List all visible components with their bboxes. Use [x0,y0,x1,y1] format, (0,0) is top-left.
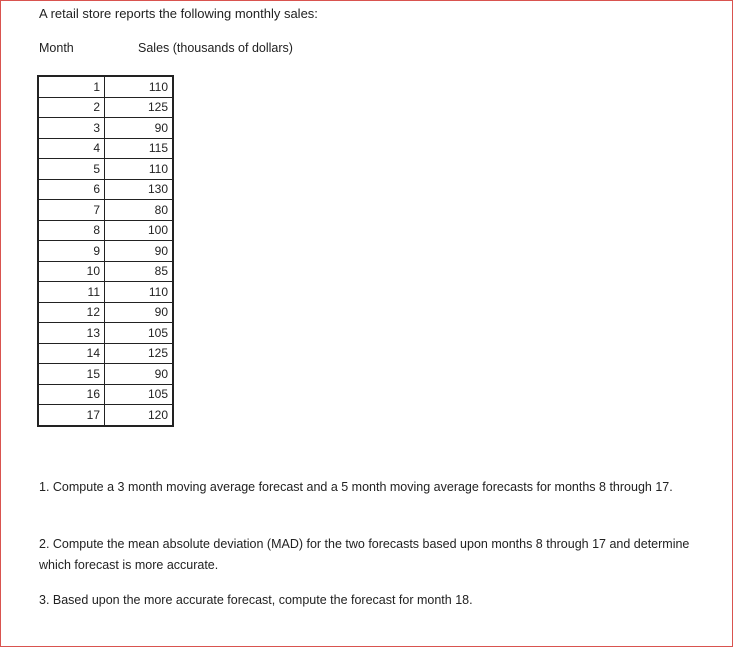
question-3: 3. Based upon the more accurate forecast, compute the forecast for month 18. [39,593,473,607]
table-row [39,179,173,200]
sales-cell: 110 [105,282,173,303]
month-column-header: Month [39,41,74,55]
sales-table [38,76,173,426]
table-row [39,241,173,262]
month-cell: 16 [39,384,105,405]
table-row [39,118,173,139]
month-cell: 5 [39,159,105,180]
sales-cell: 100 [105,220,173,241]
table-row [39,343,173,364]
sales-cell: 110 [105,159,173,180]
sales-cell: 110 [105,77,173,98]
table-row [39,323,173,344]
month-cell: 1 [39,77,105,98]
month-cell: 12 [39,302,105,323]
month-cell: 2 [39,97,105,118]
month-cell: 8 [39,220,105,241]
table-row [39,159,173,180]
table-row [39,261,173,282]
table-row [39,200,173,221]
table-row [39,282,173,303]
table-row [39,97,173,118]
sales-cell: 80 [105,200,173,221]
table-row [39,77,173,98]
sales-cell: 125 [105,97,173,118]
sales-table-body [39,77,173,426]
sales-column-header: Sales (thousands of dollars) [138,41,293,55]
table-row [39,220,173,241]
month-cell: 11 [39,282,105,303]
month-cell: 15 [39,364,105,385]
sales-cell: 120 [105,405,173,426]
table-row [39,384,173,405]
intro-text: A retail store reports the following monthly sales: [39,6,318,21]
sales-cell: 90 [105,302,173,323]
month-cell: 3 [39,118,105,139]
month-cell: 13 [39,323,105,344]
sales-cell: 90 [105,118,173,139]
month-cell: 7 [39,200,105,221]
table-row [39,364,173,385]
question-2: 2. Compute the mean absolute deviation (MAD) for the two forecasts based upon months 8 through 17 and determine which forecast is more accurate. [39,537,690,572]
table-row [39,302,173,323]
sales-cell: 85 [105,261,173,282]
month-cell: 4 [39,138,105,159]
sales-cell: 90 [105,364,173,385]
sales-cell: 125 [105,343,173,364]
sales-cell: 105 [105,384,173,405]
month-cell: 17 [39,405,105,426]
table-row [39,405,173,426]
sales-cell: 90 [105,241,173,262]
month-cell: 6 [39,179,105,200]
month-cell: 14 [39,343,105,364]
month-cell: 10 [39,261,105,282]
question-1: 1. Compute a 3 month moving average forecast and a 5 month moving average forecasts for months 8 through 17. [39,480,673,494]
table-row [39,138,173,159]
sales-cell: 105 [105,323,173,344]
month-cell: 9 [39,241,105,262]
sales-cell: 115 [105,138,173,159]
sales-cell: 130 [105,179,173,200]
